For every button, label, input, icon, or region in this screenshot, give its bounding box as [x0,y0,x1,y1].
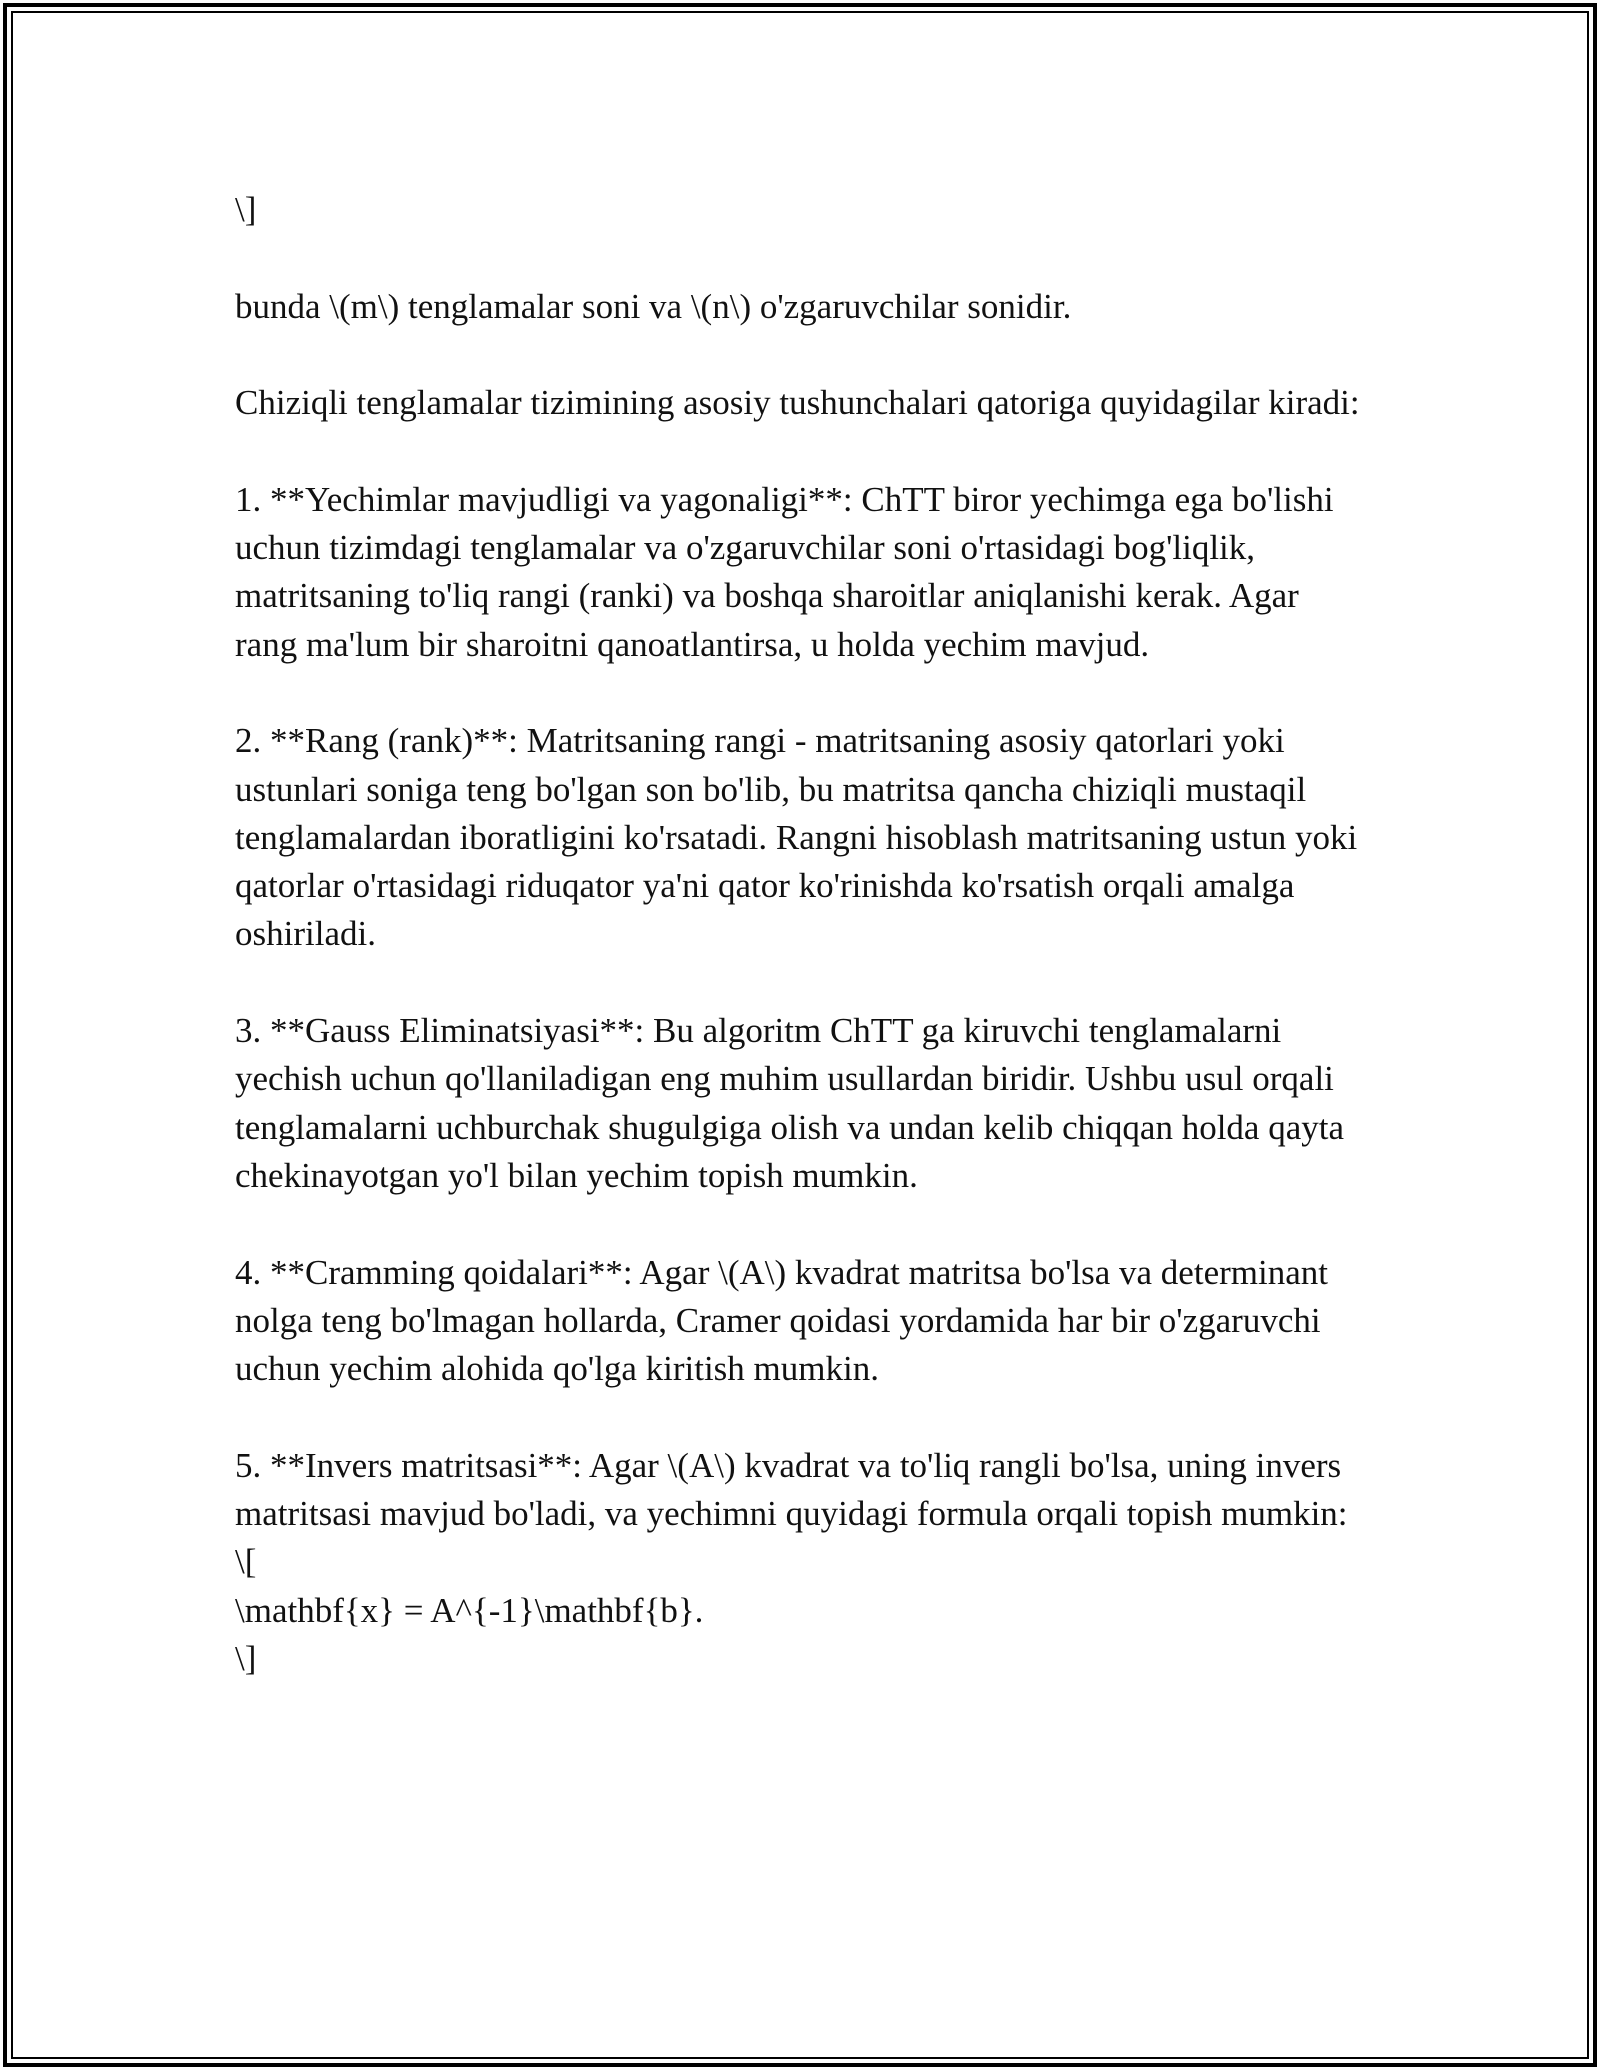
concepts-intro: Chiziqli tenglamalar tizimining asosiy tushunchalari qatoriga quyidagilar kiradi: [235,383,1360,423]
formula-close: \] [235,1638,257,1678]
paragraph-gap [235,1200,1365,1248]
paragraph-gap [235,331,1365,379]
list-item-inverse: 5. **Invers matritsasi**: Agar \(A\) kvadrat va to'liq rangli bo'lsa, uning invers matritsasi mavjud bo'ladi, va yechimni quyidagi formula orqali topish mumkin: [235,1445,1348,1534]
paragraph-gap [235,427,1365,475]
intro-sentence: bunda \(m\) tenglamalar soni va \(n\) o'zgaruvchilar sonidir. [235,286,1072,326]
list-item-rank: 2. **Rang (rank)**: Matritsaning rangi - matritsaning asosiy qatorlari yoki ustunlari soniga teng bo'lgan son bo'lib, bu matritsa qancha chiziqli mustaqil tenglamalardan iboratligini ko'rsatadi. Rangni hisoblash matritsaning ustun yoki qatorlar o'rtasidagi riduqator ya'ni qator ko'rinishda ko'rsatish orqali amalga oshiriladi. [235,721,1358,954]
list-item-existence: 1. **Yechimlar mavjudligi va yagonaligi**: ChTT biror yechimga ega bo'lishi uchun tizimdagi tenglamalar va o'zgaruvchilar soni o'rtasidagi bog'liqlik, matritsaning to'liq rangi (ranki) va boshqa sharoitlar aniqlanishi kerak. Agar rang ma'lum bir sharoitni qanoatlantirsa, u holda yechim mavjud. [235,479,1334,664]
formula-close-top: \] [235,190,257,229]
paragraph-gap [235,234,1365,282]
formula-body: \mathbf{x} = A^{-1}\mathbf{b}. [235,1590,704,1630]
document-body [235,186,1365,1683]
list-item-gauss: 3. **Gauss Eliminatsiyasi**: Bu algoritm ChTT ga kiruvchi tenglamalarni yechish uchun qo'llaniladigan eng muhim usullardan biridir. Ushbu usul orqali tenglamalarni uchburchak shugulgiga olish va undan kelib chiqqan holda qayta chekinayotgan yo'l bilan yechim topish mumkin. [235,1011,1344,1195]
paragraph-gap [235,959,1365,1007]
formula-open: \[ [235,1542,257,1582]
list-item-cramer: 4. **Cramming qoidalari**: Agar \(A\) kvadrat matritsa bo'lsa va determinant nolga teng bo'lmagan hollarda, Cramer qoidasi yordamida har bir o'zgaruvchi uchun yechim alohida qo'lga kiritish mumkin. [235,1252,1328,1389]
paragraph-gap [235,1393,1365,1441]
paragraph-gap [235,669,1365,717]
